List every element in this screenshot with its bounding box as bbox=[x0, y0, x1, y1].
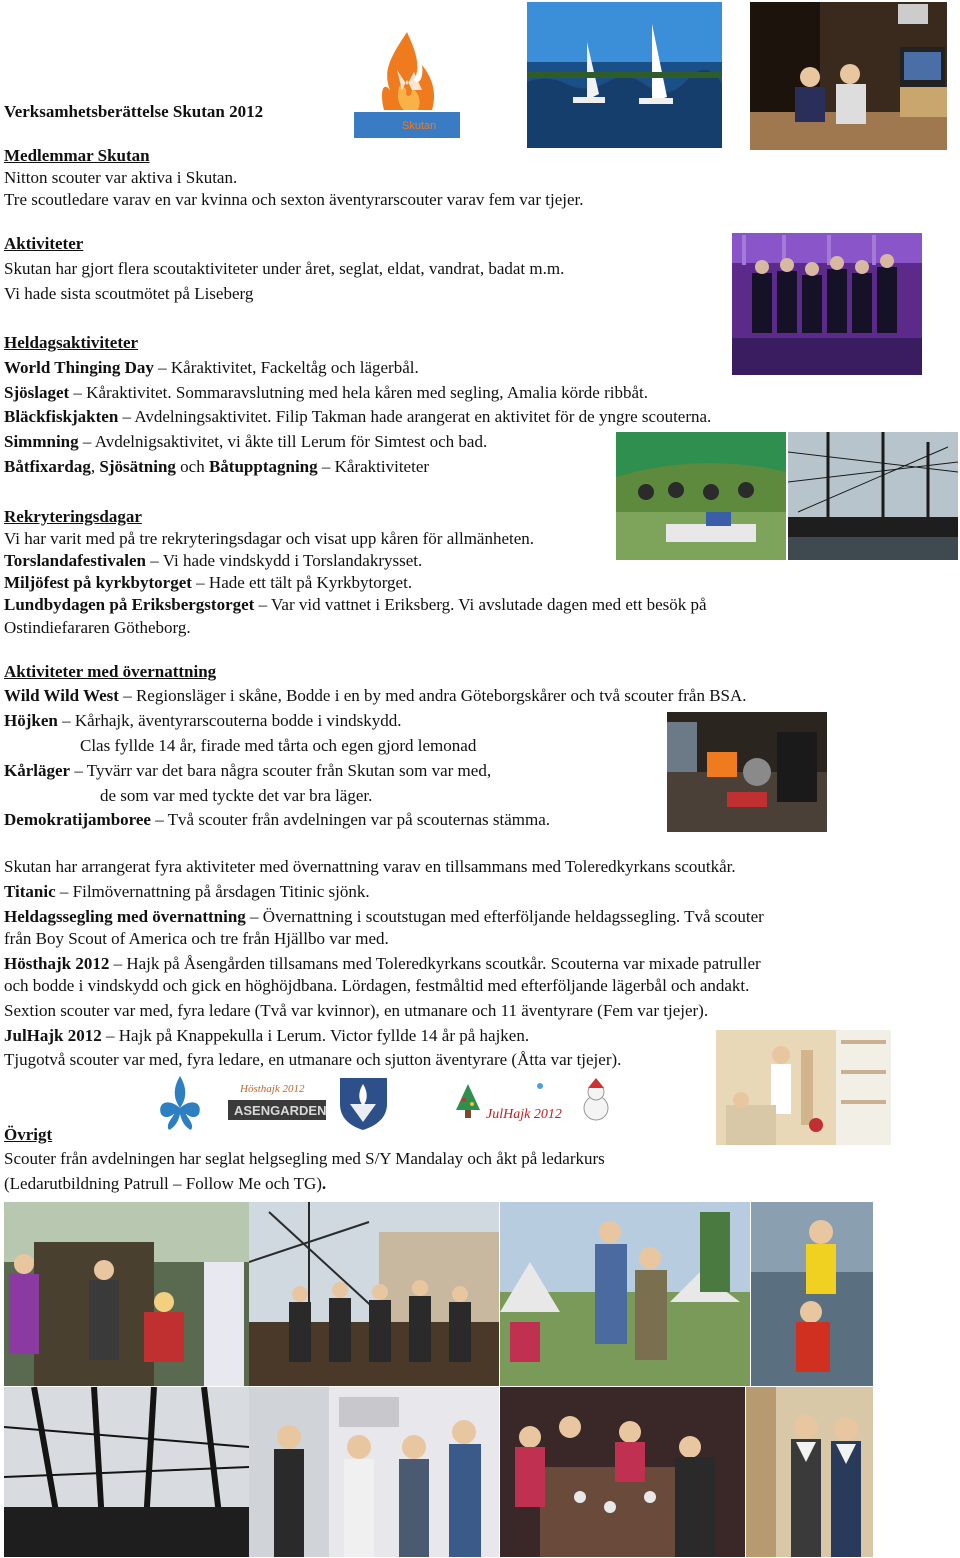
page-title: Verksamhetsberättelse Skutan 2012 bbox=[4, 102, 264, 121]
svg-text:Skutan: Skutan bbox=[402, 120, 437, 132]
activities-line-1: Skutan har gjort flera scoutaktiviteter under året, seglat, eldat, vandrat, badat m.m. bbox=[4, 259, 565, 278]
recruit-cont: Ostindiefararen Götheborg. bbox=[4, 618, 191, 637]
other-line-1: Scouter från avdelningen har seglat helgsegling med S/Y Mandalay och åkt på ledarkurs bbox=[4, 1149, 605, 1168]
fleur-de-lis-icon bbox=[155, 1074, 205, 1134]
arranged-item: Heldagssegling med övernattning – Övernattning i scoutstugan med efterföljande heldagssegling. Två scouter bbox=[4, 907, 764, 926]
recruit-item: Torslandafestivalen – Vi hade vindskydd i Torslandakrysset. bbox=[4, 551, 423, 570]
julhajk-photo bbox=[716, 1030, 891, 1145]
svg-text:JulHajk 2012: JulHajk 2012 bbox=[486, 1107, 562, 1122]
overnight-karlager-note: de som var med tyckte det var bra läger. bbox=[100, 786, 373, 805]
fullday-item: World Thinging Day – Kåraktivitet, Fackeltåg och lägerbål. bbox=[4, 358, 419, 377]
svg-text:Hösthajk 2012: Hösthajk 2012 bbox=[240, 1083, 305, 1095]
fullday-boat-item: Båtfixardag, Sjösätning och Båtupptagning – Kåraktiviteter bbox=[4, 457, 430, 476]
activities-line-2: Vi hade sista scoutmötet på Liseberg bbox=[4, 284, 254, 303]
overnight-item: Wild Wild West – Regionsläger i skåne, Bodde i en by med andra Göteborgskårer och två scouter från BSA. bbox=[4, 686, 747, 705]
arranged-intro: Skutan har arrangerat fyra aktiviteter med övernattning varav en tillsammans med Toleredkyrkans scoutkår. bbox=[4, 857, 736, 876]
arranged-line: Tjugotvå scouter var med, fyra ledare, en utmanare och sjutton äventyrare (Åtta var tjejer). bbox=[4, 1050, 622, 1069]
recruit-item: Lundbydagen på Eriksbergstorget – Var vid vattnet i Eriksberg. Vi avslutade dagen med ett besök på bbox=[4, 595, 707, 614]
sailing-photo bbox=[527, 2, 722, 148]
arranged-item: Titanic – Filmövernattning på årsdagen Titinic sjönk. bbox=[4, 882, 370, 901]
forest-photo bbox=[4, 1387, 249, 1557]
overnight-item: Höjken – Kårhajk, äventyrarscouterna bodde i vindskydd. bbox=[4, 711, 402, 730]
activities-heading: Aktiviteter bbox=[4, 234, 84, 253]
liseberg-group-photo bbox=[732, 233, 922, 375]
indoor-photo bbox=[750, 2, 947, 150]
arranged-line: Sextion scouter var med, fyra ledare (Två var kvinnor), en utmanare och 11 äventyrare (Fem var tjejer). bbox=[4, 1001, 709, 1020]
fullday-item: Simmning – Avdelnigsaktivitet, vi åkte till Lerum för Simtest och bad. bbox=[4, 432, 488, 451]
scarves-photo bbox=[746, 1387, 873, 1557]
fullday-item: Sjöslaget – Kåraktivitet. Sommaravslutning med hela kåren med segling, Amalia körde ribbåt. bbox=[4, 383, 648, 402]
recruit-intro: Vi har varit med på tre rekryteringsdagar och visat upp kåren för allmänheten. bbox=[4, 529, 535, 548]
cooking-photo bbox=[667, 712, 827, 832]
scout-shield-icon bbox=[336, 1074, 391, 1132]
svg-text:ASENGARDEN: ASENGARDEN bbox=[234, 1103, 326, 1118]
arranged-item: JulHajk 2012 – Hajk på Knappekulla i Lerum. Victor fyllde 14 år på hajken. bbox=[4, 1026, 530, 1045]
arranged-line: från Boy Scout of America och tre från Hjällbo var med. bbox=[4, 929, 389, 948]
members-heading: Medlemmar Skutan bbox=[4, 146, 150, 165]
fullday-item: Bläckfiskjakten – Avdelningsaktivitet. Filip Takman hade arangerat en aktivitet för de yngre scouterna. bbox=[4, 407, 712, 426]
tent-camp-photo bbox=[616, 432, 786, 560]
skutan-logo bbox=[352, 30, 462, 140]
arranged-item: Hösthajk 2012 – Hajk på Åsengården tillsamans med Toleredkyrkans scoutkår. Scouterna var mixade patruller bbox=[4, 954, 761, 973]
jamboree-camp-photo bbox=[500, 1202, 750, 1386]
other-line-2: (Ledarutbildning Patrull – Follow Me och TG). bbox=[4, 1174, 327, 1193]
ship-deck-photo bbox=[249, 1202, 499, 1386]
members-line-2: Tre scoutledare varav en var kvinna och sexton äventyrarscouter varav fem var tjejer. bbox=[4, 190, 584, 209]
campfire-photo bbox=[4, 1202, 249, 1386]
kitchen-group-photo bbox=[249, 1387, 499, 1557]
hosthajk-badge bbox=[228, 1078, 326, 1120]
arranged-line: och bodde i vindskydd och gick en höghöjdbana. Lördagen, festmåltid med efterföljande lägerbål och andakt. bbox=[4, 976, 750, 995]
members-line-1: Nitton scouter var aktiva i Skutan. bbox=[4, 168, 238, 187]
fullday-heading: Heldagsaktiviteter bbox=[4, 333, 139, 352]
tall-ship-photo bbox=[788, 432, 958, 560]
recruit-heading: Rekryteringsdagar bbox=[4, 507, 142, 526]
overnight-item: Demokratijamboree – Två scouter från avdelningen var på scouternas stämma. bbox=[4, 810, 551, 829]
other-heading: Övrigt bbox=[4, 1125, 53, 1144]
dining-photo bbox=[500, 1387, 745, 1557]
overnight-hojken-note: Clas fyllde 14 år, firade med tårta och egen gjord lemonad bbox=[80, 736, 477, 755]
overnight-item: Kårläger – Tyvärr var det bara några scouter från Skutan som var med, bbox=[4, 761, 492, 780]
overnight-heading: Aktiviteter med övernattning bbox=[4, 662, 217, 681]
sailing-girls-photo bbox=[751, 1202, 873, 1386]
julhajk-badge bbox=[450, 1076, 622, 1134]
recruit-item: Miljöfest på kyrkbytorget – Hade ett tält på Kyrkbytorget. bbox=[4, 573, 413, 592]
